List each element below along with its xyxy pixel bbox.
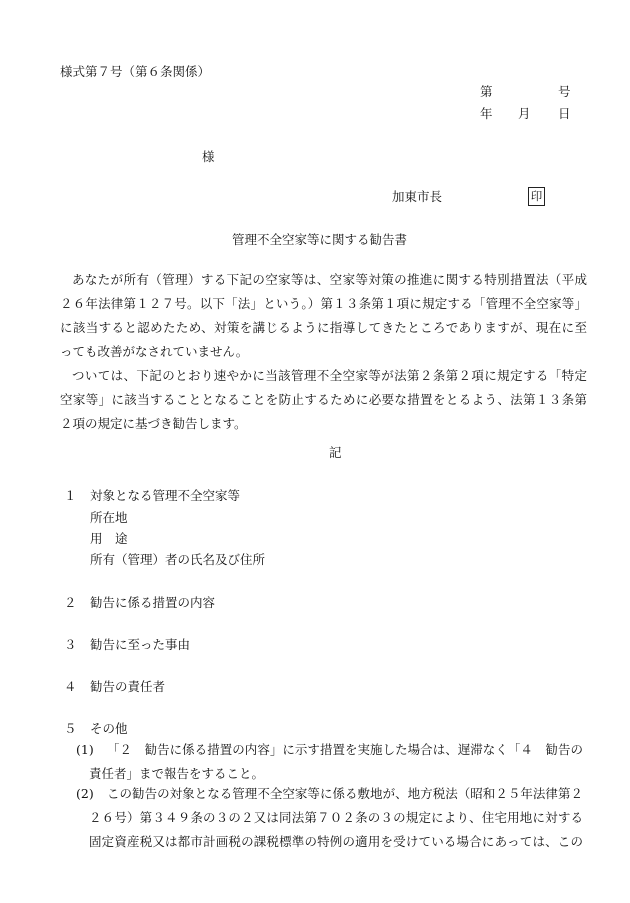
item-5-sub-1-text bbox=[89, 738, 583, 786]
item-5-sub-2-line-1: この勧告の対象となる管理不全空家等に係る敷地が、地方税法（昭和２５年法律第２ bbox=[107, 786, 583, 801]
item-5-sub-2-number: (2) bbox=[76, 786, 94, 801]
item-5-sub-2-line-3: 固定資産税又は都市計画税の課税標準の特例の適用を受けている場合にあっては、この bbox=[89, 834, 583, 849]
item-5-label: その他 bbox=[90, 721, 128, 736]
seal-stamp: 印 bbox=[528, 187, 545, 206]
paragraph-1-line-4: っても改善がなされていません。 bbox=[60, 344, 249, 359]
ki-heading: 記 bbox=[329, 445, 342, 460]
item-4-label: 勧告の責任者 bbox=[90, 679, 166, 694]
item-5-sub-2-line-2: ２６号）第３４９条の３の２又は同法第７０２条の３の規定により、住宅用地に対する bbox=[89, 810, 583, 825]
addressee-honorific: 様 bbox=[202, 149, 215, 164]
item-2-label: 勧告に係る措置の内容 bbox=[90, 595, 216, 610]
item-1-usage: 用 途 bbox=[90, 531, 128, 546]
item-5-sub-1-line-1: 「２ 勧告に係る措置の内容」に示す措置を実施した場合は、遅滞なく「４ 勧告の bbox=[107, 742, 583, 757]
issuer-title: 加東市長 bbox=[392, 189, 443, 204]
document-number-prefix: 第 bbox=[480, 84, 493, 99]
item-3-number: ３ bbox=[64, 637, 77, 652]
item-2-number: ２ bbox=[64, 595, 77, 610]
item-1-owner: 所有（管理）者の氏名及び住所 bbox=[90, 552, 266, 567]
paragraph-2-line-1: ついては、下記のとおり速やかに当該管理不全空家等が法第２条第２項に規定する「特定 bbox=[72, 368, 587, 383]
item-5-number: ５ bbox=[64, 721, 77, 736]
paragraph-1-line-2: ２６年法律第１２７号。以下「法」という。）第１３条第１項に規定する「管理不全空家等」 bbox=[60, 296, 587, 311]
item-5-sub-1-line-2: 責任者」まで報告をすること。 bbox=[89, 766, 265, 781]
item-3-label: 勧告に至った事由 bbox=[90, 637, 191, 652]
paragraph-2-line-3: ２項の規定に基づき勧告します。 bbox=[60, 416, 247, 431]
date-year: 年 bbox=[480, 106, 493, 121]
item-5-sub-1-number: (1) bbox=[76, 742, 94, 757]
item-1-number: １ bbox=[64, 488, 77, 503]
document-title: 管理不全空家等に関する勧告書 bbox=[232, 232, 408, 247]
item-1-label: 対象となる管理不全空家等 bbox=[90, 488, 241, 503]
document-number-suffix: 号 bbox=[558, 84, 571, 99]
paragraph-1-line-3: に該当すると認めたため、対策を講じるように指導してきたところでありますが、現在に至 bbox=[60, 320, 587, 335]
paragraph-2-line-2: 空家等」に該当することとなることを防止するために必要な措置をとるよう、法第１３条第 bbox=[60, 392, 587, 407]
item-4-number: ４ bbox=[64, 679, 77, 694]
paragraph-1-line-1: あなたが所有（管理）する下記の空家等は、空家等対策の推進に関する特別措置法（平成 bbox=[72, 272, 587, 287]
recommendation-paragraph-1 bbox=[60, 268, 587, 364]
item-5-sub-2-text bbox=[89, 782, 583, 854]
form-number: 様式第７号（第６条関係） bbox=[60, 64, 211, 79]
date-day: 日 bbox=[558, 106, 571, 121]
date-month: 月 bbox=[518, 106, 531, 121]
item-1-location: 所在地 bbox=[90, 510, 128, 525]
recommendation-paragraph-2 bbox=[60, 364, 587, 436]
